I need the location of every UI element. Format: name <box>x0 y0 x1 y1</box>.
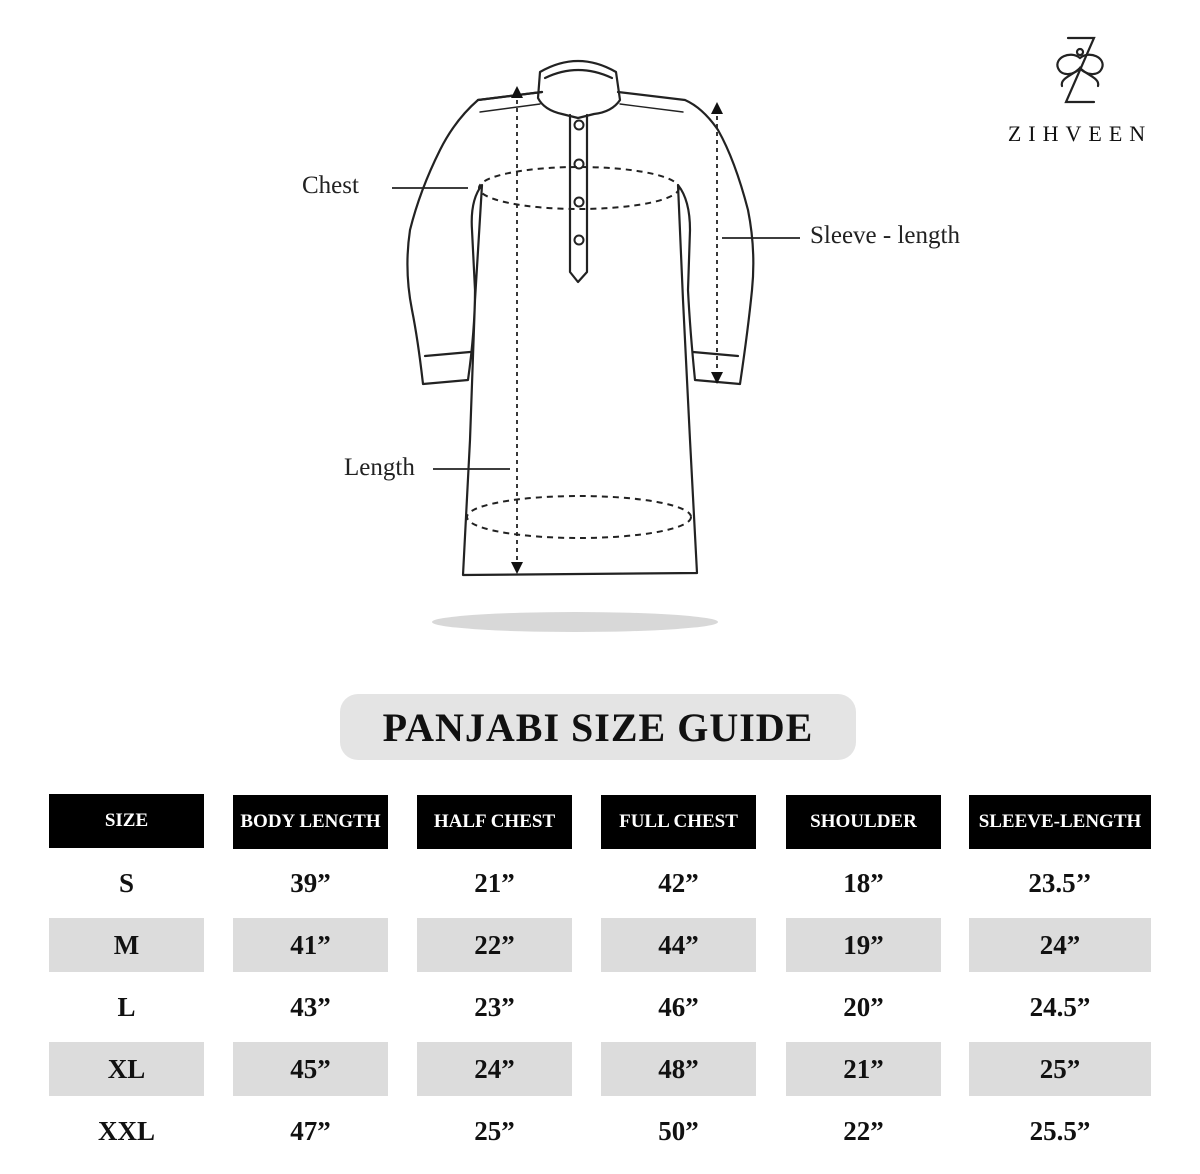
measure-cell: 18” <box>843 867 884 898</box>
measure-cell: 25” <box>474 1115 515 1146</box>
size-cell: L <box>117 991 136 1022</box>
measure-cell: 24” <box>1039 929 1081 960</box>
brand-name: ZIHVEEN <box>1007 121 1153 146</box>
length-arrow-bottom <box>511 562 523 574</box>
header-sleeve-length: SLEEVE-LENGTH <box>969 795 1151 849</box>
button-4 <box>575 236 584 245</box>
measure-cell: 47” <box>290 1115 331 1146</box>
measure-cell: 19” <box>843 929 884 960</box>
measure-cell: 22” <box>843 1115 884 1146</box>
brand-logo <box>990 30 1170 147</box>
measure-cell: 50” <box>658 1115 699 1146</box>
hem-measure-ellipse <box>467 496 691 538</box>
measure-cell: 24” <box>474 1053 515 1084</box>
header-body-length: BODY LENGTH <box>233 795 388 849</box>
logo-mark-icon <box>1040 30 1120 110</box>
measure-cell: 24.5” <box>1029 991 1091 1022</box>
header-shoulder: SHOULDER <box>786 795 941 849</box>
page-title: PANJABI SIZE GUIDE <box>382 704 814 750</box>
size-cell: XL <box>107 1053 146 1084</box>
measure-cell: 23.5’’ <box>1028 867 1092 898</box>
measure-cell: 21” <box>843 1053 884 1084</box>
measure-cell: 23” <box>474 991 515 1022</box>
measure-cell: 20” <box>843 991 884 1022</box>
size-cell: M <box>113 929 140 960</box>
header-full-chest: FULL CHEST <box>601 795 756 849</box>
measure-cell: 42” <box>658 867 699 898</box>
measure-cell: 46” <box>658 991 699 1022</box>
length-arrow-top <box>511 86 523 98</box>
length-label: Length <box>344 454 415 481</box>
garment-shadow <box>432 612 718 632</box>
header-half-chest: HALF CHEST <box>417 795 572 849</box>
measure-cell: 44” <box>658 929 699 960</box>
sleeve-length-label: Sleeve - length <box>810 222 960 249</box>
measure-cell: 48” <box>658 1053 699 1084</box>
button-1 <box>575 121 584 130</box>
size-cell: S <box>118 867 135 898</box>
measure-cell: 39” <box>290 867 331 898</box>
chest-label: Chest <box>302 172 359 199</box>
sleeve-arrow-top <box>711 102 723 114</box>
measure-cell: 22” <box>474 929 515 960</box>
size-cell: XXL <box>97 1115 155 1146</box>
button-3 <box>575 198 584 207</box>
measure-cell: 25.5” <box>1029 1115 1091 1146</box>
title-pill <box>340 694 856 760</box>
measure-cell: 41” <box>290 929 331 960</box>
measure-cell: 43” <box>290 991 331 1022</box>
measure-cell: 45” <box>290 1053 331 1084</box>
header-size: SIZE <box>49 794 204 848</box>
measure-cell: 21” <box>474 867 515 898</box>
measure-cell: 25” <box>1039 1053 1081 1084</box>
